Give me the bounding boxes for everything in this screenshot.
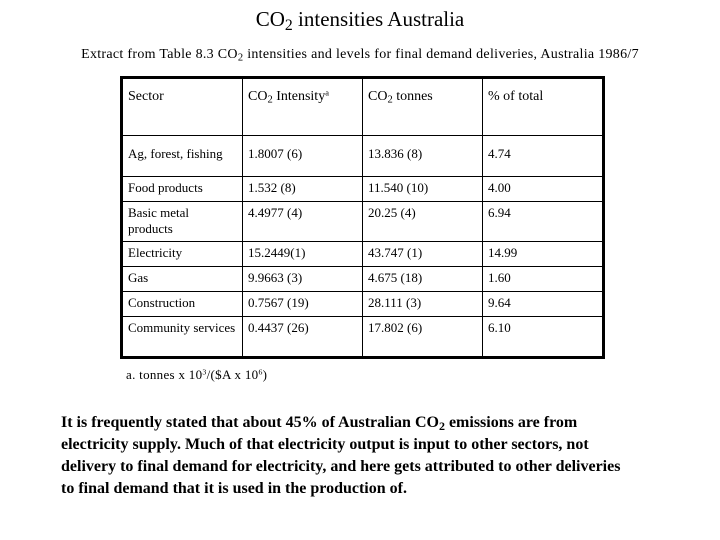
cell-sector: Ag, forest, fishing	[122, 136, 243, 177]
table-row	[122, 202, 604, 242]
cell-sector: Food products	[122, 177, 243, 202]
header-tonnes: $CO_2$ tonnes	[363, 78, 483, 136]
cell-percent: 4.74	[483, 136, 604, 177]
table-row	[122, 292, 604, 317]
cell-intensity: 15.2449(1)	[243, 242, 363, 267]
cell-percent: 9.64	[483, 292, 604, 317]
cell-sector: Construction	[122, 292, 243, 317]
cell-tonnes: 43.747 (1)	[363, 242, 483, 267]
cell-intensity: 4.4977 (4)	[243, 202, 363, 242]
table-row	[122, 317, 604, 358]
table-caption: Extract from Table 8.3 $CO_2$ intensities and levels for final demand deliveries, Australia 1986/7	[81, 47, 639, 64]
cell-tonnes: 28.111 (3)	[363, 292, 483, 317]
cell-sector: Community services	[122, 317, 243, 358]
cell-tonnes: 17.802 (6)	[363, 317, 483, 358]
body-paragraph: It is frequently stated that about 45% of Australian $CO_2$ emissions are from electricity supply. Much of that electricity output is input to other sectors, not delivery to final demand for electricity, and here gets attributed to other deliveries to final demand that it is used in the production of.	[61, 414, 621, 497]
cell-tonnes: 4.675 (18)	[363, 267, 483, 292]
cell-percent: 14.99	[483, 242, 604, 267]
table-header-row	[122, 78, 604, 136]
cell-intensity: 9.9663 (3)	[243, 267, 363, 292]
cell-tonnes: 13.836 (8)	[363, 136, 483, 177]
page-title: $CO_2$ intensities Australia	[255, 7, 465, 34]
cell-intensity: 0.7567 (19)	[243, 292, 363, 317]
cell-sector: Gas	[122, 267, 243, 292]
cell-tonnes: 20.25 (4)	[363, 202, 483, 242]
cell-sector: Basic metal products	[122, 202, 243, 242]
header-percent: % of total	[483, 78, 604, 136]
table-row	[122, 136, 604, 177]
cell-percent: 6.10	[483, 317, 604, 358]
cell-percent: 1.60	[483, 267, 604, 292]
cell-intensity: 1.532 (8)	[243, 177, 363, 202]
table-row	[122, 177, 604, 202]
cell-percent: 6.94	[483, 202, 604, 242]
table-row	[122, 267, 604, 292]
cell-percent: 4.00	[483, 177, 604, 202]
co2-intensity-table	[120, 76, 605, 359]
cell-tonnes: 11.540 (10)	[363, 177, 483, 202]
cell-intensity: 0.4437 (26)	[243, 317, 363, 358]
table-row	[122, 242, 604, 267]
header-intensity: $CO_2$ Intensity$^a$	[243, 78, 363, 136]
header-sector: Sector	[122, 78, 243, 136]
cell-intensity: 1.8007 (6)	[243, 136, 363, 177]
cell-sector: Electricity	[122, 242, 243, 267]
table-footnote: a. tonnes x $10^3/(\$A$ x $10^6$)	[126, 367, 268, 382]
